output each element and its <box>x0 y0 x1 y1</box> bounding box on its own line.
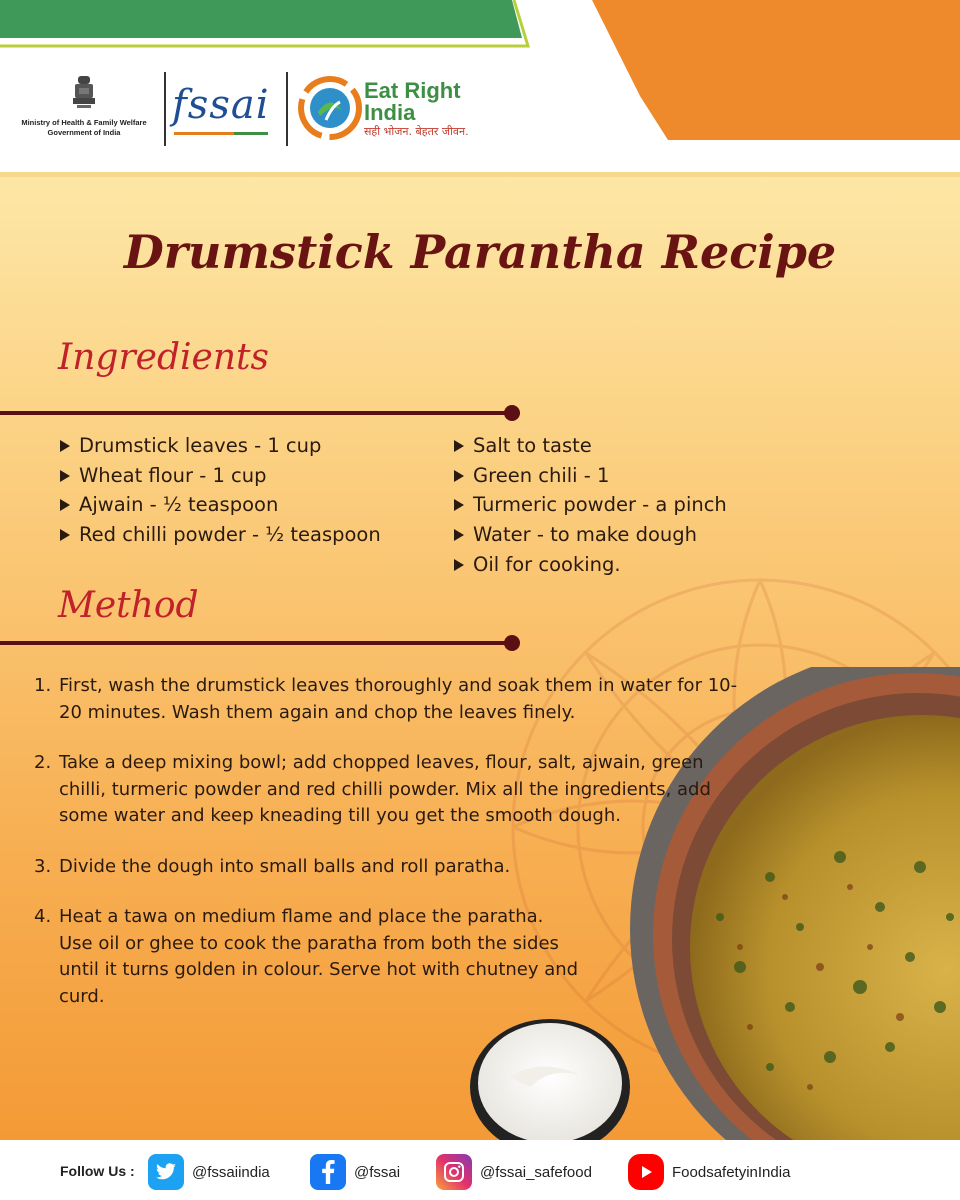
step-number: 3. <box>34 855 52 877</box>
twitter-icon <box>148 1154 184 1190</box>
divider-dot <box>504 635 520 651</box>
facebook-icon <box>310 1154 346 1190</box>
social-facebook[interactable] <box>310 1154 400 1190</box>
eat-right-line2: India <box>364 100 416 125</box>
ingredient-text: Drumstick leaves - 1 cup <box>79 434 322 457</box>
ingredient-text: Salt to taste <box>473 434 592 457</box>
method-step <box>34 750 754 830</box>
facebook-handle: @fssai <box>354 1163 401 1181</box>
social-twitter[interactable] <box>148 1154 270 1190</box>
ingredient-item <box>60 431 381 461</box>
ingredient-item <box>454 461 727 491</box>
bullet-arrow-icon <box>60 529 70 541</box>
ingredient-item <box>454 520 727 550</box>
instagram-icon <box>436 1154 472 1190</box>
ingredient-item <box>60 520 381 550</box>
method-step <box>34 904 754 1010</box>
ingredient-item <box>454 550 727 580</box>
eat-right-india-title <box>364 80 461 124</box>
national-emblem-icon <box>69 74 99 114</box>
divider-dot <box>504 405 520 421</box>
government-name: Government of India <box>47 128 121 137</box>
method-step <box>34 854 754 881</box>
header <box>0 0 960 172</box>
bullet-arrow-icon <box>454 499 464 511</box>
eat-right-line1: Eat Right <box>364 78 461 103</box>
step-number: 2. <box>34 752 52 773</box>
eat-right-tagline: सही भोजन. बेहतर जीवन. <box>364 125 469 138</box>
ingredient-item <box>60 490 381 520</box>
youtube-handle: FoodsafetyinIndia <box>672 1163 791 1181</box>
ingredient-text: Water - to make dough <box>473 523 697 547</box>
method-steps <box>34 673 754 1034</box>
ingredient-item <box>454 431 727 461</box>
method-step <box>34 673 754 726</box>
ingredient-item <box>454 490 727 520</box>
fssai-logo <box>172 82 270 128</box>
ingredients-list-left <box>60 431 381 550</box>
recipe-panel <box>0 172 960 1140</box>
youtube-icon <box>628 1154 664 1190</box>
eat-right-india-logo-icon <box>298 76 362 140</box>
bullet-arrow-icon <box>454 529 464 541</box>
social-instagram[interactable] <box>436 1154 592 1190</box>
step-text: Divide the dough into small balls and roll paratha. <box>59 855 511 877</box>
instagram-handle: @fssai_safefood <box>480 1163 592 1181</box>
twitter-handle: @fssaiindia <box>192 1163 270 1181</box>
ingredients-divider <box>0 411 512 415</box>
method-divider <box>0 641 512 645</box>
ingredient-text: Oil for cooking. <box>473 552 621 576</box>
ministry-emblem-block <box>14 74 154 138</box>
bullet-arrow-icon <box>454 559 464 571</box>
ingredient-text: Ajwain - ½ teaspoon <box>79 493 279 517</box>
bullet-arrow-icon <box>454 440 464 452</box>
logo-divider <box>164 72 166 146</box>
ingredients-list-right <box>454 431 727 579</box>
social-youtube[interactable] <box>628 1154 790 1190</box>
bullet-arrow-icon <box>60 499 70 511</box>
ingredient-item <box>60 461 381 491</box>
ingredient-text: Green chili - 1 <box>473 463 610 487</box>
recipe-title: Drumstick Parantha Recipe <box>123 225 837 279</box>
step-text: Heat a tawa on medium flame and place the paratha. Use oil or ghee to cook the paratha from both the sides until it turns golden in colour. Serve hot with chutney and curd. <box>59 906 579 1007</box>
method-heading: Method <box>58 585 199 626</box>
bullet-arrow-icon <box>60 470 70 482</box>
fssai-underline <box>174 132 268 137</box>
step-number: 4. <box>34 906 52 927</box>
ingredient-text: Turmeric powder - a pinch <box>473 493 727 517</box>
footer <box>0 1140 960 1200</box>
ingredient-text: Red chilli powder - ½ teaspoon <box>79 523 381 547</box>
step-text: Take a deep mixing bowl; add chopped leaves, flour, salt, ajwain, green chilli, turmeric powder and red chilli powder. Mix all the ingredients, add some water and keep kneading till you get the smooth dough. <box>59 752 711 826</box>
step-number: 1. <box>34 675 52 696</box>
fssai-wordmark: fssai <box>172 82 270 128</box>
ingredient-text: Wheat flour - 1 cup <box>79 463 267 487</box>
bullet-arrow-icon <box>454 470 464 482</box>
follow-us-label: Follow Us : <box>60 1163 135 1179</box>
bullet-arrow-icon <box>60 440 70 452</box>
step-text: First, wash the drumstick leaves thoroughly and soak them in water for 10-20 minutes. Wash them again and chop the leaves finely. <box>59 675 738 723</box>
ingredients-heading: Ingredients <box>58 337 269 378</box>
ministry-name: Ministry of Health & Family Welfare <box>21 118 147 127</box>
logo-divider-2 <box>286 72 288 146</box>
